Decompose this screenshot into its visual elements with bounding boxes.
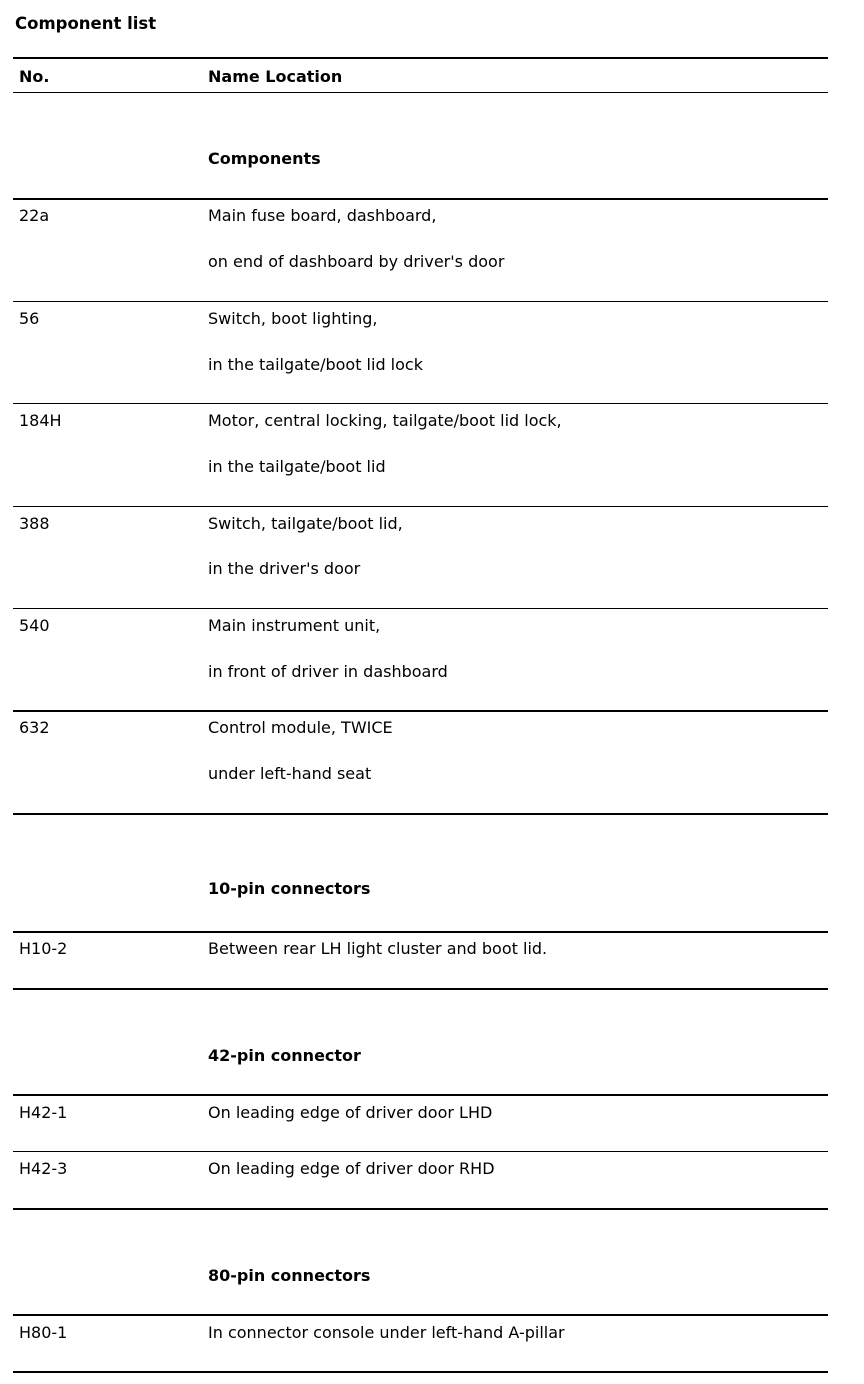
page-title: Component list — [15, 14, 157, 33]
divider — [13, 1208, 828, 1210]
row-number: H42-1 — [19, 1103, 68, 1122]
row-number: 184H — [19, 411, 62, 430]
row-location: In connector console under left-hand A-pillar — [208, 1323, 565, 1342]
column-header-no: No. — [19, 67, 50, 86]
divider — [13, 1151, 828, 1152]
divider — [13, 57, 828, 59]
column-header-name-location: Name Location — [208, 67, 343, 86]
divider — [13, 988, 828, 990]
row-number: 56 — [19, 309, 40, 328]
row-number: 22a — [19, 206, 50, 225]
row-location: in the tailgate/boot lid lock — [208, 355, 423, 374]
row-number: H42-3 — [19, 1159, 68, 1178]
row-name: Main fuse board, dashboard, — [208, 206, 437, 225]
row-location: On leading edge of driver door LHD — [208, 1103, 493, 1122]
divider — [13, 198, 828, 200]
row-name: Motor, central locking, tailgate/boot lid lock, — [208, 411, 562, 430]
divider — [13, 1371, 828, 1373]
row-location: in the driver's door — [208, 559, 361, 578]
divider — [13, 92, 828, 93]
section-heading-10-pin: 10-pin connectors — [208, 879, 371, 898]
row-location: under left-hand seat — [208, 764, 372, 783]
row-location: in front of driver in dashboard — [208, 662, 448, 681]
section-heading-components: Components — [208, 149, 321, 168]
row-number: 632 — [19, 718, 50, 737]
row-name: Switch, tailgate/boot lid, — [208, 514, 403, 533]
row-number: 388 — [19, 514, 50, 533]
divider — [13, 813, 828, 815]
row-number: H10-2 — [19, 939, 68, 958]
row-name: Switch, boot lighting, — [208, 309, 378, 328]
row-location: on end of dashboard by driver's door — [208, 252, 505, 271]
row-number: H80-1 — [19, 1323, 68, 1342]
section-heading-80-pin: 80-pin connectors — [208, 1266, 371, 1285]
row-location: in the tailgate/boot lid — [208, 457, 386, 476]
row-location: Between rear LH light cluster and boot lid. — [208, 939, 548, 958]
row-location: On leading edge of driver door RHD — [208, 1159, 495, 1178]
divider — [13, 608, 828, 609]
divider — [13, 506, 828, 507]
row-name: Control module, TWICE — [208, 718, 393, 737]
divider — [13, 301, 828, 302]
row-name: Main instrument unit, — [208, 616, 381, 635]
row-number: 540 — [19, 616, 50, 635]
divider — [13, 1094, 828, 1096]
divider — [13, 1314, 828, 1316]
divider — [13, 931, 828, 933]
section-heading-42-pin: 42-pin connector — [208, 1046, 361, 1065]
divider — [13, 710, 828, 712]
divider — [13, 403, 828, 404]
